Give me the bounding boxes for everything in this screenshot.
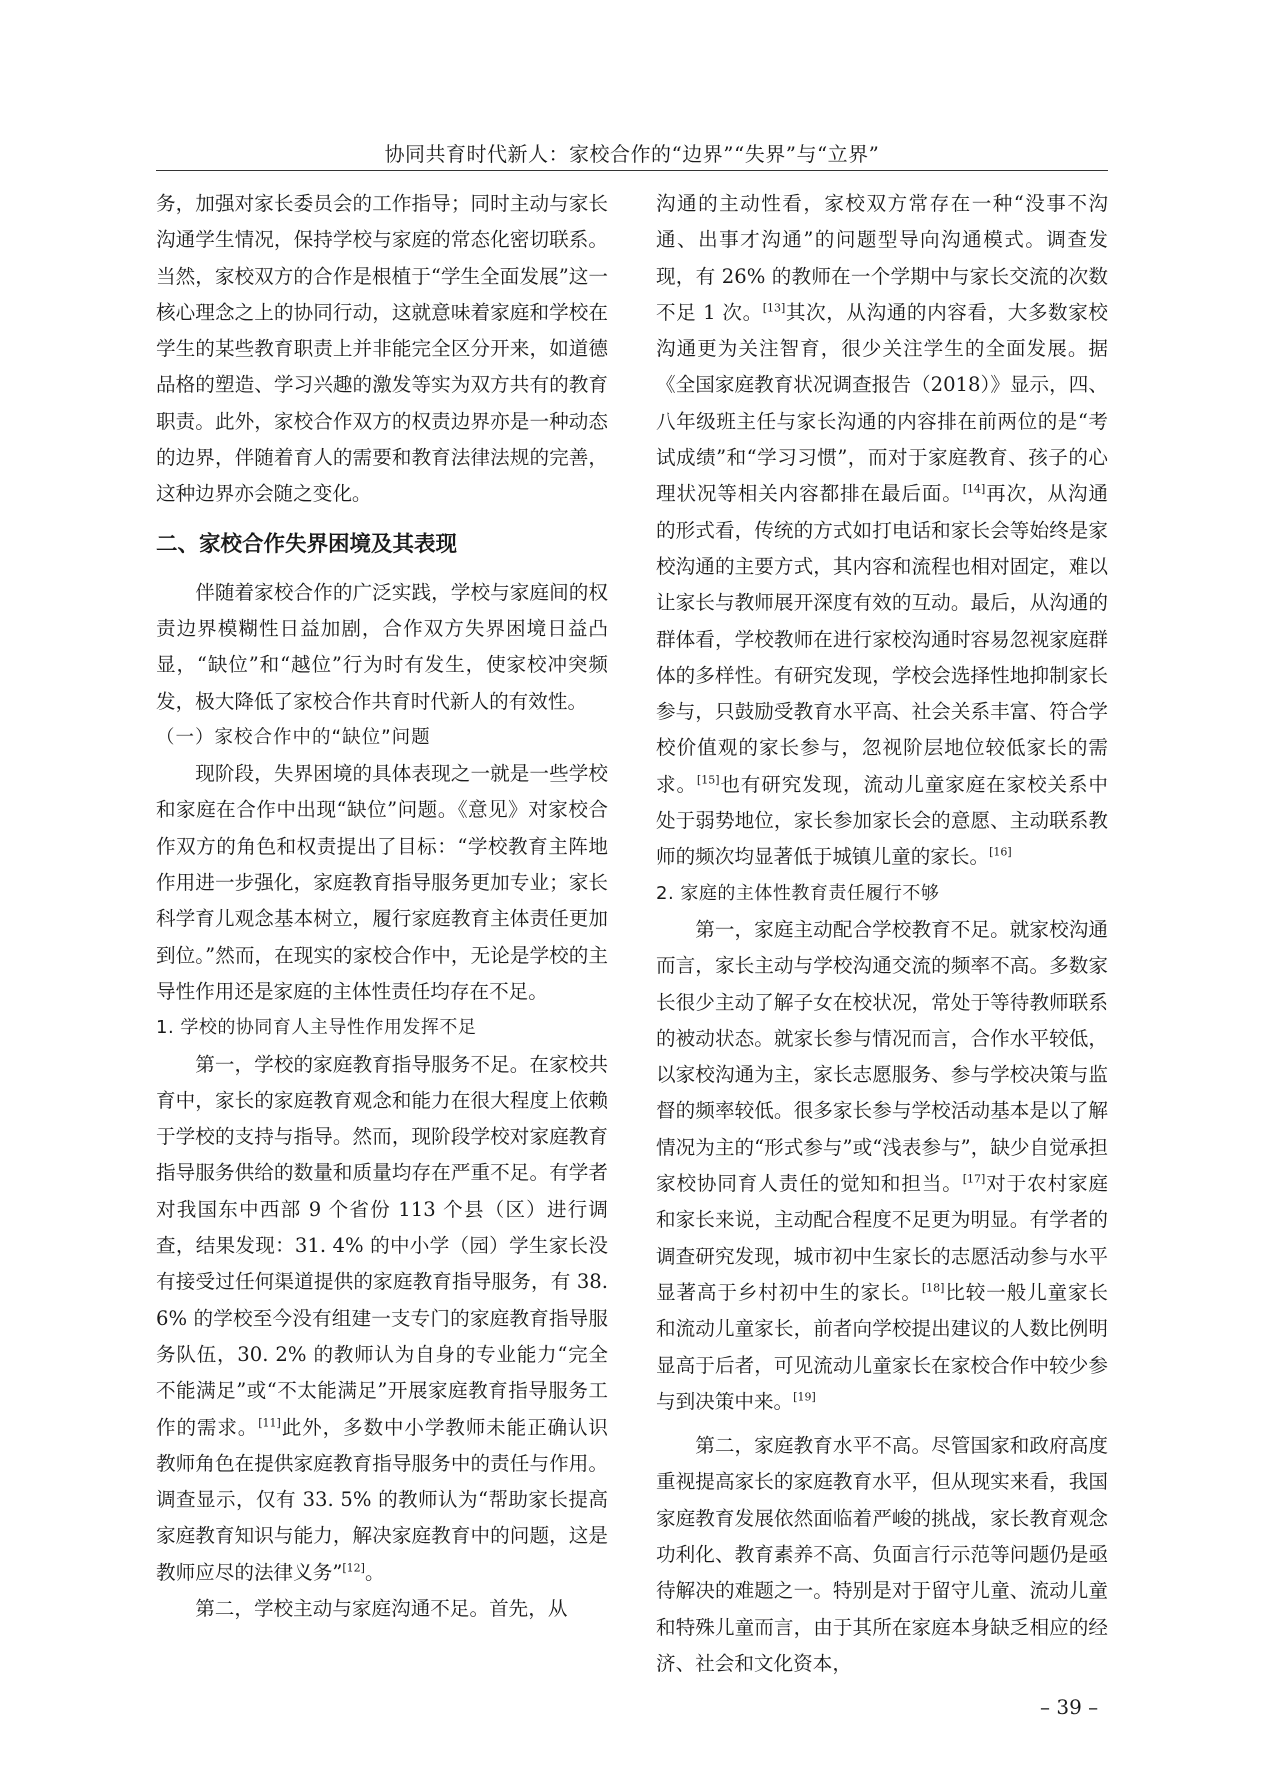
text-run: 。 xyxy=(364,1560,385,1584)
paragraph-spacer xyxy=(656,1420,1108,1428)
paragraph: 第二，家庭教育水平不高。尽管国家和政府高度重视提高家长的家庭教育水平，但从现实来看，我国家庭教育发展依然面临着严峻的挑战，家长教育观念功利化、教育素养不高、负面言行示范等问题仍是亟待解决的难题之一。特别是对于留守儿童、流动儿童和特殊儿童而言，由于其所在家庭本身缺乏相应的经济、社会和文化资本， xyxy=(656,1434,1108,1675)
text-run: 第一，学校的家庭教育指导服务不足。在家校共育中，家长的家庭教育观念和能力在很大程度上依赖于学校的支持与指导。然而，现阶段学校对家庭教育指导服务供给的数量和质量均存在严重不足。有学者对我国东中西部 9 个省份 113 个县（区）进行调查，结果发现：31. 4% 的中小学（园）学生家长没有接受过任何渠道提供的家庭教育指导服务，有 38. 6% 的学校至今没有组建一支专门的家庭教育指导服务队伍，30. 2% 的教师认为自身的专业能力“完全不能满足”或“不太能满足”开展家庭教育指导服务工作的需求。 xyxy=(156,1052,608,1439)
text-run: 其次，从沟通的内容看，大多数家校沟通更为关注智育，很少关注学生的全面发展。据《全国家庭教育状况调查报告（2018）》显示，四、八年级班主任与家长沟通的内容排在前两位的是“考试成绩”和“学习习惯”，而对于家庭教育、孩子的心理状况等相关内容都排在最后面。 xyxy=(656,300,1108,506)
citation-ref: [13] xyxy=(762,301,786,315)
header-rule xyxy=(156,170,1108,171)
text-run: 也有研究发现，流动儿童家庭在家校关系中处于弱势地位，家长参加家长会的意愿、主动联系教师的频次均显著低于城镇儿童的家长。 xyxy=(656,772,1109,869)
text-run: 沟通的主动性看，家校双方常存在一种“没事不沟通、出事才沟通”的问题型导向沟通模式。调查发现，有 26% 的教师在一个学期中与家长交流的次数不足 1 次。 xyxy=(656,192,1108,324)
text-run: 比较一般儿童家长和流动儿童家长，前者向学校提出建议的人数比例明显高于后者，可见流动儿童家长在家校合作中较少参与到决策中来。 xyxy=(656,1280,1109,1413)
citation-ref: [18] xyxy=(921,1281,945,1295)
paragraph xyxy=(656,186,1108,876)
running-head: 协同共育时代新人：家校合作的“边界”“失界”与“立界” xyxy=(384,142,880,166)
page-number: – 39 – xyxy=(1040,1695,1099,1719)
citation-ref: [16] xyxy=(989,845,1012,859)
citation-ref: [11] xyxy=(258,1415,281,1429)
right-column xyxy=(656,186,1108,1682)
text-run: 再次，从沟通的形式看，传统的方式如打电话和家长会等始终是家校沟通的主要方式，其内容和流程也相对固定，难以让家长与教师展开深度有效的互动。最后，从沟通的群体看，学校教师在进行家校沟通时容易忽视家庭群体的多样性。有研究发现，学校会选择性地抑制家长参与，只鼓励受教育水平高、社会关系丰富、符合学校价值观的家长参与，忽视阶层地位较低家长的需求。 xyxy=(656,482,1108,796)
citation-ref: [12] xyxy=(342,1561,365,1575)
subsubsection-heading: 2. 家庭的主体性教育责任履行不够 xyxy=(656,882,940,904)
subsection-heading: （一）家校合作中的“缺位”问题 xyxy=(156,726,431,748)
section-heading: 二、家校合作失界困境及其表现 xyxy=(156,531,458,557)
paragraph xyxy=(156,1047,608,1591)
text-run: 对于农村家庭和家长来说，主动配合程度不足更为明显。有学者的调查研究发现，城市初中生家长的志愿活动参与水平显著高于乡村初中生的家长。 xyxy=(656,1172,1108,1304)
left-column xyxy=(156,186,608,1627)
citation-ref: [19] xyxy=(793,1390,816,1404)
paragraph: 务，加强对家长委员会的工作指导；同时主动与家长沟通学生情况，保持学校与家庭的常态化密切联系。当然，家校双方的合作是根植于“学生全面发展”这一核心理念之上的协同行动，这就意味着家庭和学校在学生的某些教育职责上并非能完全区分开来，如道德品格的塑造、学习兴趣的激发等实为双方共有的教育职责。此外，家校合作双方的权责边界亦是一种动态的边界，伴随着育人的需要和教育法律法规的完善，这种边界亦会随之变化。 xyxy=(156,192,608,506)
paragraph: 现阶段，失界困境的具体表现之一就是一些学校和家庭在合作中出现“缺位”问题。《意见》对家校合作双方的角色和权责提出了目标：“学校教育主阵地作用进一步强化，家庭教育指导服务更加专业；家长科学育儿观念基本树立，履行家庭教育主体责任更加到位。”然而，在现实的家校合作中，无论是学校的主导性作用还是家庭的主体性责任均存在不足。 xyxy=(156,762,608,1003)
paragraph: 伴随着家校合作的广泛实践，学校与家庭间的权责边界模糊性日益加剧，合作双方失界困境日益凸显，“缺位”和“越位”行为时有发生，使家校冲突频发，极大降低了家校合作共育时代新人的有效性。 xyxy=(156,580,608,713)
citation-ref: [14] xyxy=(962,482,986,496)
citation-ref: [17] xyxy=(962,1172,986,1186)
citation-ref: [15] xyxy=(696,773,720,787)
text-run: 此外，多数中小学教师未能正确认识教师角色在提供家庭教育指导服务中的责任与作用。调查显示，仅有 33. 5% 的教师认为“帮助家长提高家庭教育知识与能力，解决家庭教育中的问题，这是教师应尽的法律义务” xyxy=(156,1415,609,1584)
paragraph: 第二，学校主动与家庭沟通不足。首先，从 xyxy=(195,1596,568,1620)
paragraph xyxy=(656,912,1108,1420)
text-run: 第一，家庭主动配合学校教育不足。就家校沟通而言，家长主动与学校沟通交流的频率不高。多数家长很少主动了解子女在校状况，常处于等待教师联系的被动状态。就家长参与情况而言，合作水平较低，以家校沟通为主，家长志愿服务、参与学校决策与监督的频率较低。很多家长参与学校活动基本是以了解情况为主的“形式参与”或“浅表参与”，缺少自觉承担家校协同育人责任的觉知和担当。 xyxy=(656,917,1108,1196)
subsubsection-heading: 1. 学校的协同育人主导性作用发挥不足 xyxy=(156,1017,477,1039)
